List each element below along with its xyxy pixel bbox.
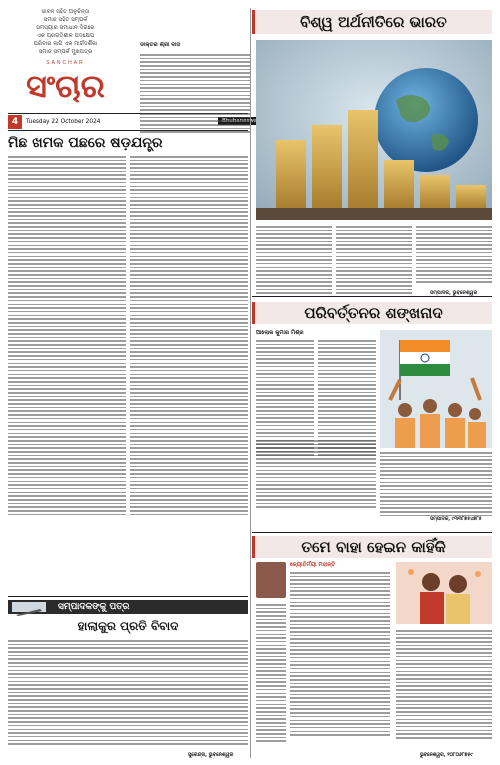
handbook-byline: ଜ୍ୟୋତିର୍ମୟୀ ମହାନ୍ତି [290,562,336,568]
wedding-image [396,562,492,624]
change-title: ପରିବର୍ତ୍ତନର ଶଙ୍ଖନାଦ [304,304,443,322]
page-number: 4 [8,115,22,129]
change-text-col3 [380,452,492,516]
masthead-tagline [8,8,123,56]
handbook-text-col0 [256,604,286,742]
handbook-title-box [252,536,492,558]
change-byline: ଆଲୋକ କୁମାର ମିଶ୍ର [256,330,304,336]
lead-title-box [8,134,248,152]
author-photo [256,562,286,598]
handbook-footer-credit: ଭୁବନେଶ୍ୱର, ୨୦୮୦୬୮୭୫୯ [420,753,473,758]
date-text: Tuesday 22 October 2024 [26,119,101,125]
logo-main-text: ସଂଚାର [26,67,105,105]
change-text-col4 [256,440,376,508]
lead-text-col1 [8,156,126,515]
section-divider [8,596,248,597]
letters-section-title: ସମ୍ପାଦକଙ୍କୁ ପତ୍ର [58,602,130,612]
newspaper-logo [8,60,123,112]
lead-title: ମିଛ ଖମକ ପଛରେ ଷଡ଼ଯନ୍ତ୍ର [8,135,163,151]
world-economy-text-col3 [336,226,412,294]
world-economy-credit: ସମ୍ପାଦକ, ଭୁବନେଶ୍ୱର [430,290,478,296]
handbook-top-rule [252,532,492,533]
world-economy-title: ବିଶ୍ୱ ଅର୍ଥନୀତିରେ ଭାରତ [300,13,447,31]
pen-icon [12,602,46,612]
letters-text [8,640,248,745]
world-economy-text-col2 [256,226,332,294]
tagline-line: ସମସ୍ୟାର ସମାଧାନ ଦିଗରେ [36,25,95,31]
tagline-line: ସମାଜ ସମ୍ପର୍କ ମୁଖପତ୍ର [38,49,93,55]
handbook-title: ତମେ ବାହା ହେଇନ କାହିଁକି [301,538,446,556]
world-economy-byline: ଡାକ୍ତର ଶ୍ରୀ ଦାସ [140,42,181,48]
world-economy-text-col4 [416,226,492,283]
column-divider [250,8,251,758]
change-text-col1 [256,340,314,456]
section-divider [252,296,492,297]
letters-title-box [8,618,248,634]
logo-small-text: SANCHAR [46,60,85,66]
lead-text-col2 [130,156,248,515]
change-text-col2 [318,340,376,456]
letters-title: ହାଲାକୁର ପ୍ରତି ବିବାଦ [77,619,179,633]
celebration-flag-image [380,330,492,448]
handbook-text-col1 [290,572,390,736]
change-title-box [252,302,492,324]
world-economy-title-box [252,10,492,34]
coins-globe-image [256,40,492,220]
tagline-line: ଜୀବନ ସହିତ ଅନୁଚିନ୍ତା [41,9,90,15]
letters-signature: ସୁରେନ୍ଦ୍ର, ଭୁବନେଶ୍ୱର [188,752,234,758]
tagline-line: ଏକ ପ୍ରଗତିଶୀଳ ପଦକ୍ଷେପ [36,33,95,39]
tagline-line: ସମାଜ ସହିତ ସମ୍ପର୍କ [43,17,88,23]
world-economy-text-col1 [140,54,250,133]
tagline-line: ପରିବାର ଲାଗି ଏକ ମାର୍ଗଦର୍ଶିକା [33,41,98,47]
change-footer-credit: ସମ୍ପାଦକ, ୯୩୩୮୭୫୪୭୮୫ [430,517,482,522]
handbook-text-col2 [396,630,492,739]
